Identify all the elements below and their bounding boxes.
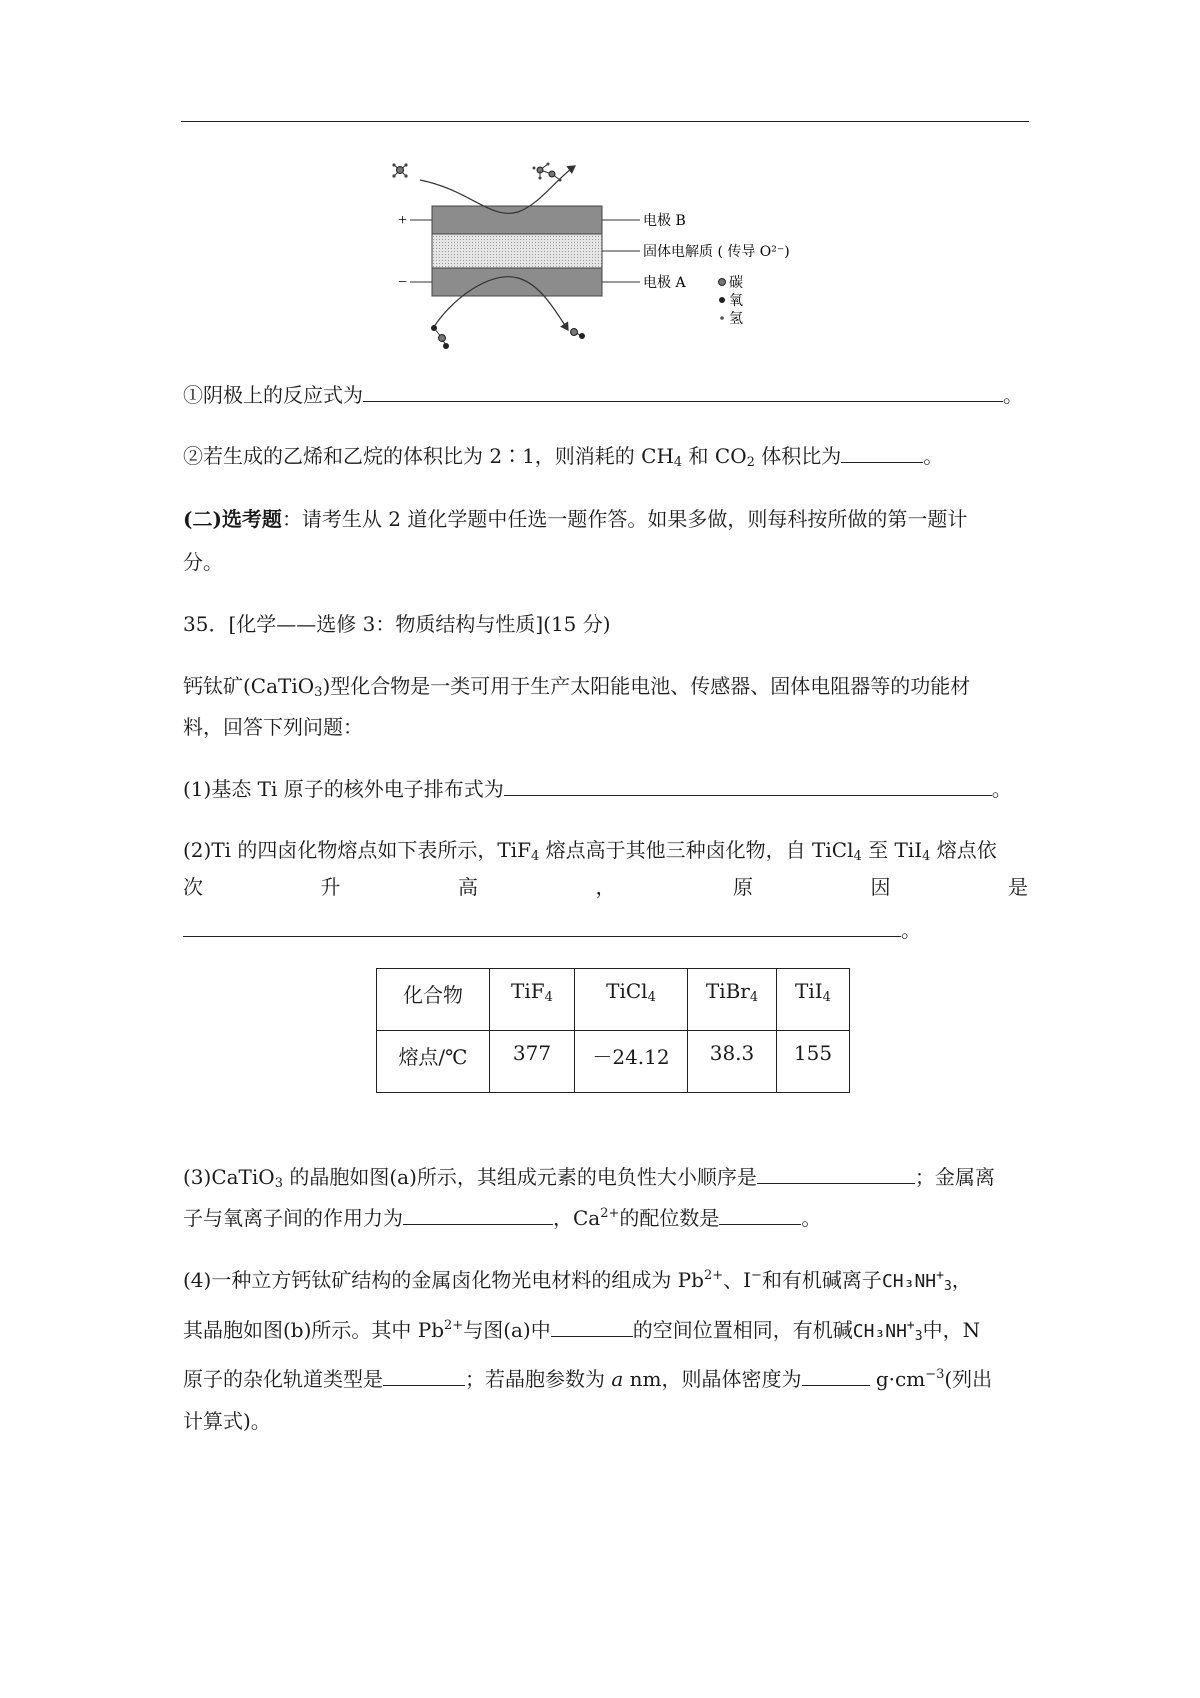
electrolysis-cell-figure [390,160,820,360]
table-row-label: 熔点/℃ [377,1031,490,1093]
table-compound-1: TiF$_4$ [490,969,575,1031]
electrolyte-layer [432,234,602,268]
answer-blank-2[interactable] [841,444,923,463]
ethane-molecule-icon [533,163,562,182]
legend-hydrogen: 氢 [729,311,743,327]
oxygen-legend-icon [719,297,725,303]
part-2-spread-line: 次 升 高 ， 原 因 是 [183,875,1028,899]
answer-blank-1[interactable] [363,383,1003,402]
electrode-b-plate [432,206,602,234]
intro-line-2: 料，回答下列问题： [183,715,363,739]
answer-blank-5[interactable] [757,1165,915,1184]
part-4-line-4: 计算式)。 [183,1409,271,1433]
answer-blank-10[interactable] [802,1367,870,1386]
legend-carbon: 碳 [729,275,743,291]
intro-line-1: 钙钛矿(CaTiO$_3$)型化合物是一类可用于生产太阳能电池、传感器、固体电阻器等的功能材 [183,674,971,700]
part-4-line-3: 原子的杂化轨道类型是 ；若晶胞参数为 a nm，则晶体密度为 $g\cdot cm^{-3}$(列出 [183,1367,993,1391]
question-1: ①阴极上的反应式为 。 [183,383,1023,407]
elective-instruction: (二)选考题：请考生从 2 道化学题中任选一题作答。如果多做，则每科按所做的第一题计 [183,507,968,531]
label-electrode-b: 电极 B [643,213,686,229]
answer-blank-9[interactable] [383,1367,465,1386]
answer-blank-6[interactable] [403,1206,553,1225]
label-electrode-a: 电极 A [643,275,686,291]
part-2-blank-line: 。 [183,918,1028,942]
minus-sign: − [398,274,408,291]
table-value-4: 155 [777,1031,850,1093]
methane-molecule-icon [392,163,407,177]
part-4-line-2: 其晶胞如图(b)所示。其中 $Pb^{2+}$与图(a)中 的空间位置相同，有机碱$CH_3NH^+_3$中，N [183,1318,981,1344]
carbon-legend-icon [719,279,726,286]
answer-blank-4[interactable] [183,918,901,937]
table-compound-4: TiI$_4$ [777,969,850,1031]
answer-blank-7[interactable] [719,1206,801,1225]
answer-blank-8[interactable] [551,1318,633,1337]
label-electrolyte: 固体电解质 ( 传导 O²⁻) [643,244,790,260]
carbon-dioxide-molecule-icon [431,325,449,349]
ion-formula: $CH_3NH^+_3$ [881,1268,952,1294]
part-3: (3)CaTiO$_3$ 的晶胞如图(a)所示，其组成元素的电负性大小顺序是 ；金属离 [183,1165,995,1191]
plus-sign: + [398,212,408,229]
hydrogen-legend-icon [720,316,724,320]
table-head-label: 化合物 [377,969,490,1031]
part-3-line-2: 子与氧离子间的作用力为 ，$Ca^{2+}$的配位数是 。 [183,1206,822,1230]
part-1: (1)基态 Ti 原子的核外电子排布式为 。 [183,777,1012,801]
melting-point-table [376,968,850,1093]
question-1-text: ①阴极上的反应式为 [183,383,363,407]
header-rule [181,121,1029,122]
ion-formula-2: $CH_3NH^+_3$ [852,1318,923,1344]
table-compound-3: TiBr$_4$ [688,969,777,1031]
table-compound-2: TiCl$_4$ [575,969,688,1031]
table-value-1: 377 [490,1031,575,1093]
table-value-2: －24.12 [575,1031,688,1093]
part-2: (2)Ti 的四卤化物熔点如下表所示，TiF$_4$ 熔点高于其他三种卤化物，自 TiCl$_4$ 至 TiI$_4$ 熔点依 [183,838,997,864]
table-value-3: 38.3 [688,1031,777,1093]
question-35-title: 35．[化学——选修 3：物质结构与性质](15 分) [183,612,611,636]
question-2: ②若生成的乙烯和乙烷的体积比为 2∶1，则消耗的 $CH_4$ 和 $CO_2$ 体积比为 。 [183,444,944,470]
electrode-a-plate [432,268,602,296]
carbon-monoxide-molecule-icon [571,329,586,340]
answer-blank-3[interactable] [504,777,992,796]
part-4: (4)一种立方钙钛矿结构的金属卤化物光电材料的组成为 $Pb^{2+}$、I−和有机碱离子$CH_3NH^+_3$， [183,1268,972,1294]
elective-instruction-line2: 分。 [183,550,223,574]
legend-oxygen: 氧 [729,293,743,309]
